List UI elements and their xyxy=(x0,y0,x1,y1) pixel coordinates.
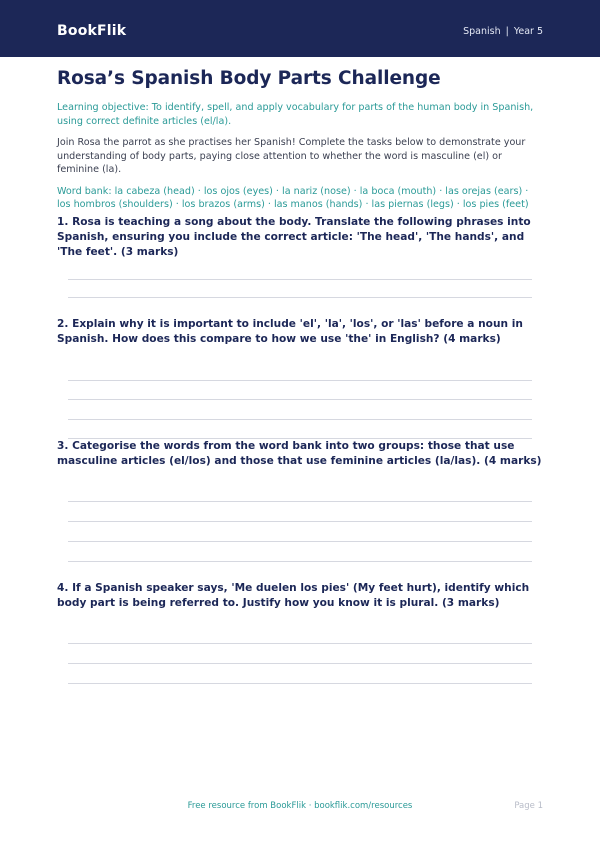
question-4-text: 4. If a Spanish speaker says, 'Me duelen los pies' (My feet hurt), identify which body part is being referred to. Justify how you know it is plural. (3 marks) xyxy=(57,582,530,609)
answer-line[interactable] xyxy=(68,419,532,420)
answer-line[interactable] xyxy=(68,561,532,562)
answer-line[interactable] xyxy=(68,663,532,664)
question-3 xyxy=(57,439,543,469)
answer-line[interactable] xyxy=(68,501,532,502)
page-title: Rosa’s Spanish Body Parts Challenge xyxy=(57,68,441,89)
learning-objective: Learning objective: To identify, spell, and apply vocabulary for parts of the human body in Spanish, using correct definite articles (el/la). xyxy=(57,102,534,127)
answer-line[interactable] xyxy=(68,297,532,298)
answer-line[interactable] xyxy=(68,541,532,542)
word-bank: Word bank: la cabeza (head) · los ojos (eyes) · la nariz (nose) · la boca (mouth) · las orejas (ears) · los hombros (shoulders) · los brazos (arms) · las manos (hands) · las piernas (legs) · los pies (feet) xyxy=(57,185,529,210)
worksheet-content xyxy=(57,66,543,212)
question-2 xyxy=(57,317,543,347)
intro-text: Join Rosa the parrot as she practises her Spanish! Complete the tasks below to demonstrate your understanding of body parts, paying close attention to whether the word is masculine (el) or feminine (la). xyxy=(57,137,526,175)
question-2-text: 2. Explain why it is important to include 'el', 'la', 'los', or 'las' before a noun in Spanish. How does this compare to how we use 'the' in English? (4 marks) xyxy=(57,318,523,345)
answer-line[interactable] xyxy=(68,521,532,522)
question-4 xyxy=(57,581,543,611)
brand-logo[interactable]: BookFlik xyxy=(57,23,127,39)
footer-resource-link[interactable]: Free resource from BookFlik · bookflik.com/resources xyxy=(187,801,413,811)
question-3-text: 3. Categorise the words from the word bank into two groups: those that use masculine articles (el/los) and those that use feminine articles (la/las). (4 marks) xyxy=(57,440,542,467)
page-number: Page 1 xyxy=(514,801,543,811)
answer-line[interactable] xyxy=(68,643,532,644)
answer-line[interactable] xyxy=(68,683,532,684)
question-1 xyxy=(57,215,543,260)
subject-label: Spanish xyxy=(463,26,501,37)
year-label: Year 5 xyxy=(513,26,543,37)
header-meta xyxy=(463,25,543,39)
answer-line[interactable] xyxy=(68,399,532,400)
answer-line[interactable] xyxy=(68,279,532,280)
page-header xyxy=(0,0,600,57)
answer-line[interactable] xyxy=(68,380,532,381)
meta-separator: | xyxy=(505,26,509,37)
question-1-text: 1. Rosa is teaching a song about the body. Translate the following phrases into Spanish, ensuring you include the correct article: 'The head', 'The hands', and 'The feet'. (3 marks) xyxy=(57,216,531,258)
